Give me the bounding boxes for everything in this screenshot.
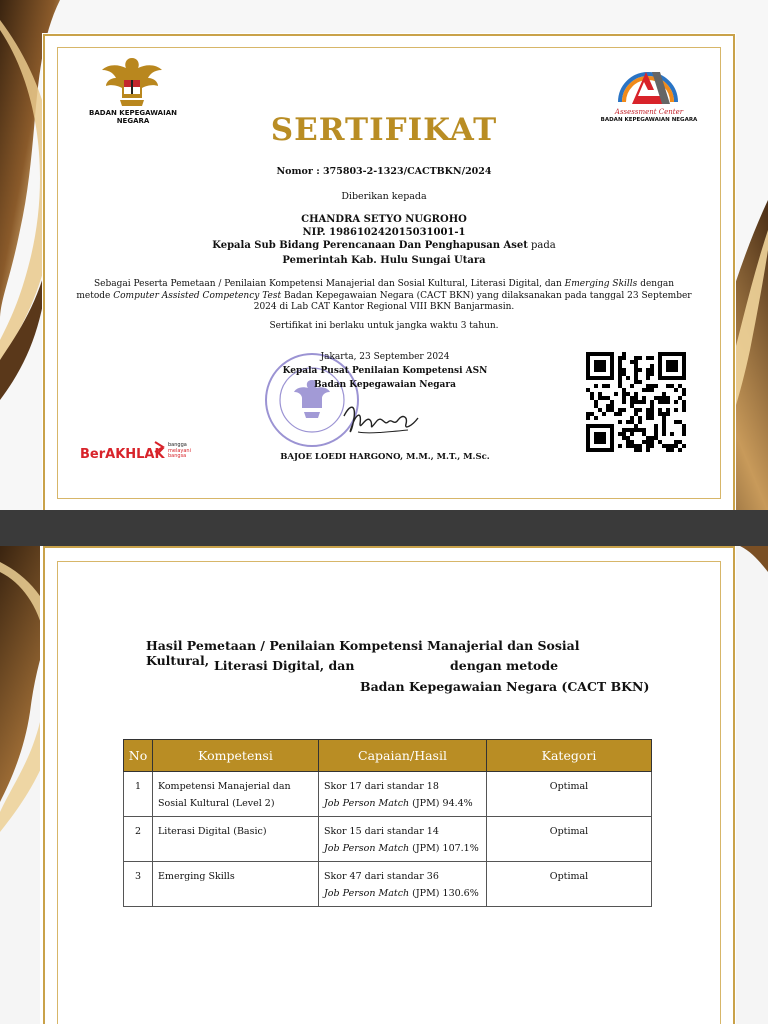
sign-title-2: Badan Kepegawaian Negara [314, 380, 456, 390]
certificate-title: SERTIFIKAT [270, 112, 498, 148]
row-no: 1 [124, 772, 153, 817]
berakhlak-logo: BerAKHLAK [80, 447, 165, 462]
jpm-label: Job Person Match [324, 843, 410, 854]
row-skor: Skor 47 dari standar 36 [324, 871, 439, 882]
col-kategori: Kategori [487, 740, 652, 772]
jpm-value: (JPM) 107.1% [412, 843, 479, 854]
col-no: No [124, 740, 153, 772]
col-kompetensi: Kompetensi [153, 740, 319, 772]
recipient-agency: Pemerintah Kab. Hulu Sungai Utara [282, 255, 486, 266]
recipient-position: Kepala Sub Bidang Perencanaan Dan Penghapusan Aset [212, 240, 528, 251]
tagline-line-2: melayani [168, 447, 191, 454]
given-to-label: Diberikan kepada [341, 191, 427, 202]
row-kompetensi: Emerging Skills [153, 862, 319, 907]
certificate-description [60, 279, 708, 314]
assessment-center-logo [612, 54, 684, 110]
row-capaian [319, 817, 487, 862]
row-jpm [324, 795, 481, 812]
qr-code[interactable] [586, 352, 686, 452]
certificate-number: Nomor : 375803-2-1323/CACTBKN/2024 [276, 166, 492, 177]
results-table-wrapper [123, 739, 652, 907]
desc-line-2-end: Badan Kepegawaian Negara (CACT BKN) yang dilaksanakan pada tanggal 23 September [283, 290, 692, 301]
row-kategori: Optimal [487, 772, 652, 817]
recipient-nip: NIP. 198610242015031001-1 [302, 227, 466, 238]
results-heading-line-2b: dengan metode [450, 658, 559, 673]
sign-place-date: Jakarta, 23 September 2024 [320, 352, 450, 362]
signature [338, 396, 428, 442]
bangga-melayani-tagline [168, 443, 191, 460]
jpm-value: (JPM) 130.6% [412, 888, 479, 899]
table-row [124, 772, 652, 817]
row-kategori: Optimal [487, 862, 652, 907]
sign-title-1: Kepala Pusat Penilaian Kompetensi ASN [282, 366, 488, 376]
position-suffix: pada [531, 240, 556, 251]
table-header-row [124, 740, 652, 772]
col-capaian: Capaian/Hasil [319, 740, 487, 772]
desc-line-1: Sebagai Peserta Pemetaan / Penilaian Kompetensi Manajerial dan Sosial Kultural, Literasi Digital, dan [93, 279, 562, 289]
row-skor: Skor 15 dari standar 14 [324, 826, 439, 837]
signer-name: BAJOE LOEDI HARGONO, M.M., M.T., M.Sc. [280, 452, 490, 462]
desc-emerging-skills: Emerging Skills [564, 279, 638, 289]
row-skor: Skor 17 dari standar 18 [324, 781, 439, 792]
validity-text: Sertifikat ini berlaku untuk jangka waktu 3 tahun. [269, 321, 499, 331]
desc-line-3: 2024 di Lab CAT Kantor Regional VIII BKN Banjarmasin. [253, 302, 515, 312]
table-row [124, 862, 652, 907]
jpm-label: Job Person Match [324, 888, 410, 899]
row-capaian [319, 772, 487, 817]
row-jpm [324, 885, 481, 902]
row-kategori: Optimal [487, 817, 652, 862]
jpm-value: (JPM) 94.4% [412, 798, 473, 809]
chevron-icon [153, 439, 165, 453]
row-jpm [324, 840, 481, 857]
row-no: 2 [124, 817, 153, 862]
results-heading-line-2a: Literasi Digital, dan [214, 658, 355, 673]
desc-cact: Computer Assisted Competency Test [113, 290, 282, 301]
tagline-line-3: bangsa [168, 453, 187, 459]
tagline-line-1: bangga [168, 442, 187, 448]
desc-line-1-end: dengan [640, 279, 674, 289]
row-kompetensi: Kompetensi Manajerial dan Sosial Kultural (Level 2) [153, 772, 319, 817]
results-heading-line-1: Hasil Pemetaan / Penilaian Kompetensi Manajerial dan Sosial Kultural, [146, 638, 580, 668]
results-page [0, 512, 768, 1024]
row-no: 3 [124, 862, 153, 907]
assessment-center-org: BADAN KEPEGAWAIAN NEGARA [600, 117, 698, 123]
org-name: BADAN KEPEGAWAIAN NEGARA [89, 109, 177, 125]
garuda-logo [100, 54, 164, 110]
row-capaian [319, 862, 487, 907]
table-row [124, 817, 652, 862]
results-heading-line-3: Badan Kepegawaian Negara (CACT BKN) [360, 679, 650, 694]
desc-line-2-start: metode [76, 290, 111, 301]
recipient-name: CHANDRA SETYO NUGROHO [301, 214, 467, 225]
page-separator [0, 510, 768, 546]
jpm-label: Job Person Match [324, 798, 410, 809]
assessment-center-text: Assessment Center [614, 108, 684, 116]
recipient-position-line [0, 240, 768, 251]
results-table [123, 739, 652, 907]
row-kompetensi: Literasi Digital (Basic) [153, 817, 319, 862]
